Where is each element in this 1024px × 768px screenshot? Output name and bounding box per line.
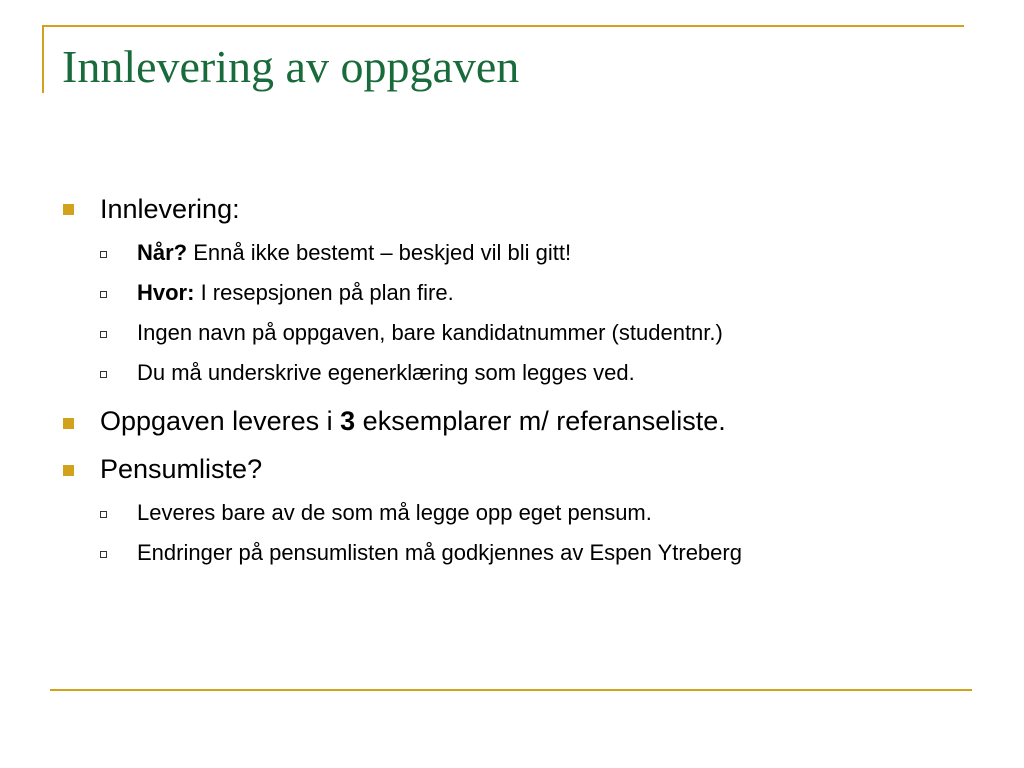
hollow-square-bullet-icon [100,511,107,518]
square-bullet-icon [63,418,74,429]
bullet-innlevering: Innlevering: [100,194,240,224]
bullet-pensumliste: Pensumliste? [100,454,263,484]
hollow-square-bullet-icon [100,371,107,378]
hollow-square-bullet-icon [100,551,107,558]
sub-bullet-hvor: Hvor: I resepsjonen på plan fire. [137,280,454,305]
sub-bullet-naar: Når? Ennå ikke bestemt – beskjed vil bli gitt! [137,240,572,265]
square-bullet-icon [63,465,74,476]
sub-bullet-leveres-bare: Leveres bare av de som må legge opp eget pensum. [137,500,652,525]
hollow-square-bullet-icon [100,331,107,338]
square-bullet-icon [63,204,74,215]
slide-title: Innlevering av oppgaven [62,41,520,92]
sub-bullet-ingen-navn: Ingen navn på oppgaven, bare kandidatnummer (studentnr.) [137,320,723,345]
sub-bullet-egenerklaering: Du må underskrive egenerklæring som legges ved. [137,360,635,385]
hollow-square-bullet-icon [100,251,107,258]
sub-bullet-endringer: Endringer på pensumlisten må godkjennes av Espen Ytreberg [137,540,742,565]
bullet-oppgaven-leveres: Oppgaven leveres i 3 eksemplarer m/ referanseliste. [100,406,726,436]
hollow-square-bullet-icon [100,291,107,298]
